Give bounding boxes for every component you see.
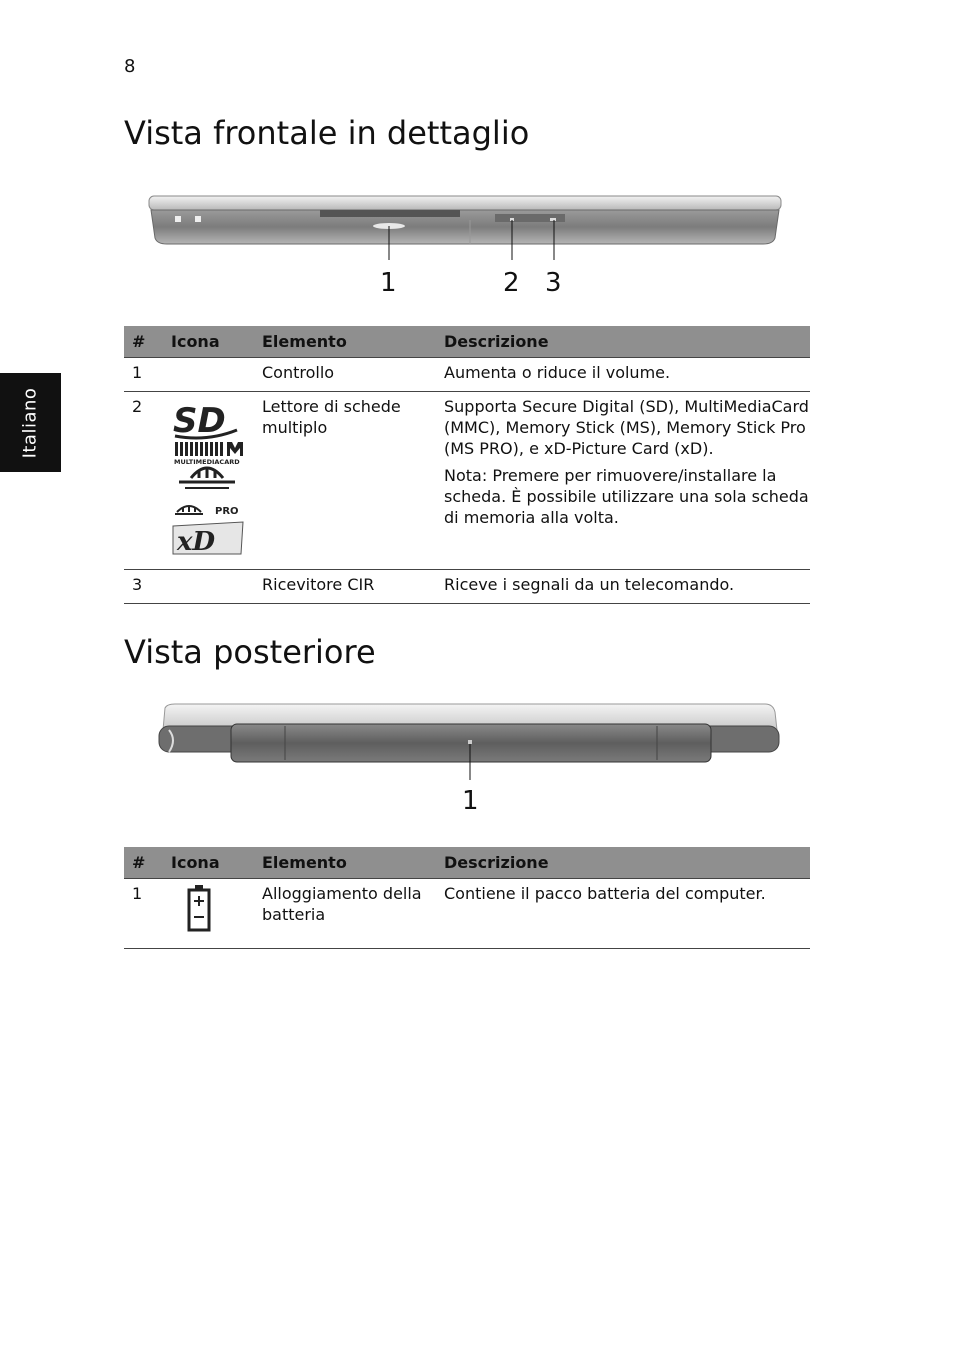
row-note (444, 465, 810, 528)
row-description: Riceve i segnali da un telecomando. (436, 570, 810, 604)
header-element: Elemento (254, 847, 436, 879)
row-element: Controllo (254, 358, 436, 392)
row-num: 1 (124, 358, 163, 392)
header-element: Elemento (254, 326, 436, 358)
front-callout-2: 2 (503, 268, 520, 298)
front-view-table (124, 326, 810, 604)
mmc-logo-text: MULTIMEDIACARD (174, 458, 240, 466)
row-element: Ricevitore CIR (254, 570, 436, 604)
note-label: Nota: (444, 466, 488, 485)
sd-logo: SD (173, 401, 226, 441)
header-icon: Icona (163, 326, 254, 358)
table-header-row (124, 847, 810, 879)
row-icon (163, 392, 254, 570)
row-icon (163, 570, 254, 604)
rear-view-table (124, 847, 810, 949)
row-num: 2 (124, 392, 163, 570)
language-side-tab-label: Italiano (19, 387, 41, 459)
rear-callout-1: 1 (462, 786, 479, 816)
row-num: 3 (124, 570, 163, 604)
battery-icon (171, 883, 245, 935)
row-description-text: Supporta Secure Digital (SD), MultiMediaCard (MMC), Memory Stick (MS), Memory Stick Pro (MS PRO), e xD-Picture Card (xD). (444, 397, 809, 458)
row-num: 1 (124, 879, 163, 949)
header-num: # (124, 326, 163, 358)
language-side-tab (0, 373, 61, 472)
header-num: # (124, 847, 163, 879)
front-callout-1: 1 (380, 268, 397, 298)
note-text: Premere per rimuovere/installare la scheda. È possibile utilizzare una sola scheda di memoria alla volta. (444, 466, 809, 527)
row-description (436, 392, 810, 570)
xd-logo: xD (177, 527, 216, 556)
header-description: Descrizione (436, 847, 810, 879)
row-description: Aumenta o riduce il volume. (436, 358, 810, 392)
table-row (124, 570, 810, 604)
table-row (124, 392, 810, 570)
table-header-row (124, 326, 810, 358)
front-view-title: Vista frontale in dettaglio (124, 114, 530, 152)
ms-pro-logo-text: PRO (215, 506, 239, 517)
table-row (124, 358, 810, 392)
laptop-rear-view-image (155, 700, 785, 782)
header-description: Descrizione (436, 326, 810, 358)
laptop-front-view-image (145, 190, 785, 262)
row-icon (163, 358, 254, 392)
rear-view-title: Vista posteriore (124, 633, 376, 671)
page-number: 8 (124, 56, 136, 77)
memory-card-logos-icon (171, 396, 245, 556)
table-row (124, 879, 810, 949)
row-element: Lettore di schede multiplo (254, 392, 436, 570)
header-icon: Icona (163, 847, 254, 879)
front-callout-3: 3 (545, 268, 562, 298)
row-icon (163, 879, 254, 949)
row-description: Contiene il pacco batteria del computer. (436, 879, 810, 949)
row-element: Alloggiamento della batteria (254, 879, 436, 949)
